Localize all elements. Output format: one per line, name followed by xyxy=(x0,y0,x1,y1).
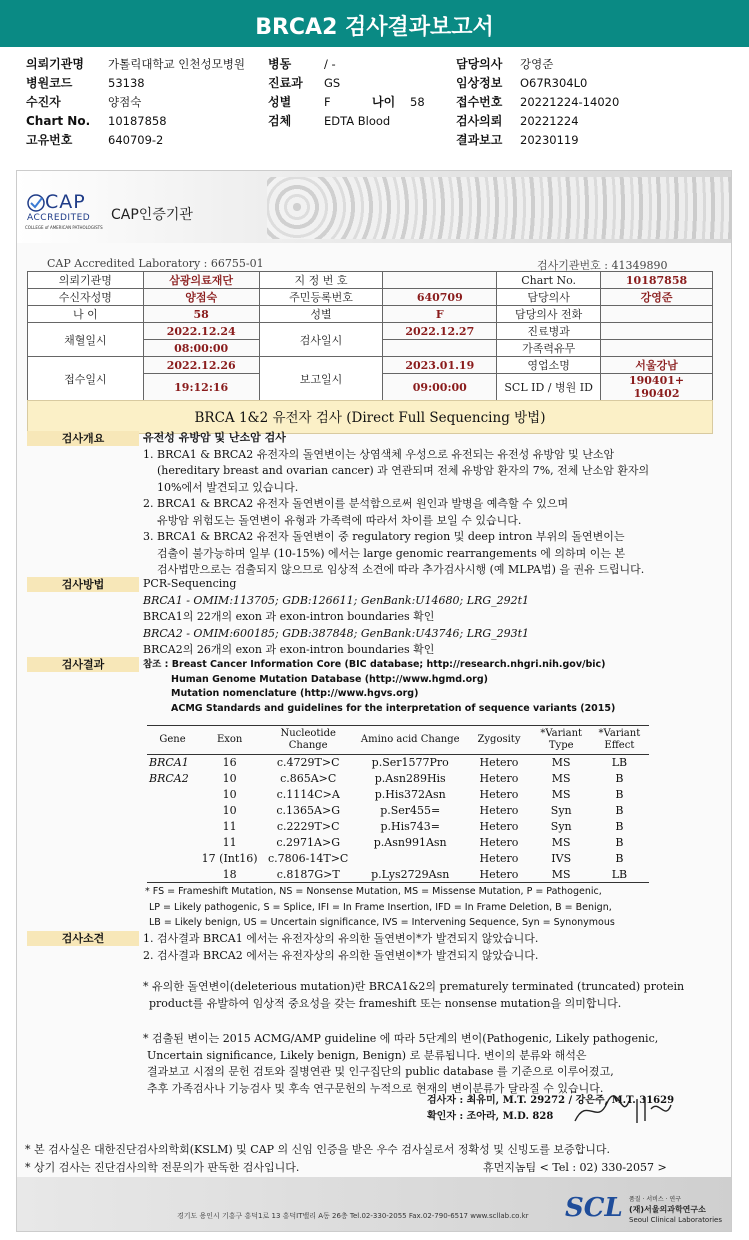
cell-nucleotide: c.1114C>A xyxy=(276,788,340,801)
info-label: 의뢰기관명 xyxy=(28,272,144,289)
table-row xyxy=(147,819,649,835)
header-field xyxy=(26,112,245,131)
summary-line: 검사법만으로는 검출되지 않으므로 임상적 소견에 따라 추가검사시행 (예 MLPA법) 을 권유 드립니다. xyxy=(157,563,645,576)
header-key: 임상정보 xyxy=(456,76,503,90)
header-value: 640709-2 xyxy=(108,133,164,147)
header-key: 성별 xyxy=(268,95,292,109)
cell-variant-effect: LB xyxy=(590,867,649,883)
header-col-1 xyxy=(26,55,245,150)
info-value: 서울강남 xyxy=(601,357,713,374)
cell-variant-effect: B xyxy=(615,788,624,801)
info-row xyxy=(28,306,713,323)
info-label: 채혈일시 xyxy=(28,323,144,357)
header-value: 20221224-14020 xyxy=(520,95,620,109)
header-field xyxy=(268,74,425,93)
info-value: 강영준 xyxy=(601,289,713,306)
cell-zygosity: Hetero xyxy=(479,836,519,849)
note-line: Uncertain significance, Likely benign, Benign) 로 분류됩니다. 변이의 분류와 해석은 xyxy=(147,1048,587,1062)
info-label: 가족력유무 xyxy=(497,340,601,357)
abbreviation-line: LB = Likely benign, US = Uncertain significance, IVS = Intervening Sequence, Syn = Synonymous xyxy=(149,917,615,928)
reference-line: ACMG Standards and guidelines for the interpretation of sequence variants (2015) xyxy=(171,702,616,714)
cell-zygosity: Hetero xyxy=(465,867,532,883)
cap-emblem-icon xyxy=(25,193,47,213)
report-title: BRCA2 검사결과보고서 xyxy=(0,0,749,47)
scl-slogan: 품질 · 서비스 · 연구 xyxy=(629,1196,682,1203)
cell-gene xyxy=(147,787,198,803)
header-key: 의뢰기관명 xyxy=(26,57,84,71)
note-line: product를 유발하여 임상적 중요성을 갖는 frameshift 또는 nonsense mutation을 의미합니다. xyxy=(149,996,622,1010)
abbreviation-line: LP = Likely pathogenic, S = Splice, IFI = In Frame Insertion, IFD = In Frame Deletion, B = Benign, xyxy=(149,901,612,913)
header-value: GS xyxy=(324,76,341,90)
cell-variant-effect: LB xyxy=(611,756,628,770)
header-value: 53138 xyxy=(108,76,145,90)
header-key: 결과보고 xyxy=(456,133,503,147)
abbreviation-legend xyxy=(145,884,615,931)
header-value: 양점숙 xyxy=(108,95,142,109)
info-value xyxy=(601,306,713,323)
column-header: Nucleotide Change xyxy=(261,726,355,755)
summary-line: 10%에서 발견되고 있습니다. xyxy=(157,480,299,494)
header-key: 병동 xyxy=(268,57,292,71)
cell-nucleotide: c.2229T>C xyxy=(276,820,340,833)
section-label-result: 검사결과 xyxy=(27,657,139,672)
cell-variant-type: Syn xyxy=(550,820,572,833)
cell-gene xyxy=(147,835,198,851)
column-header: Amino acid Change xyxy=(355,726,465,755)
cell-variant-type: MS xyxy=(551,836,571,849)
header-field xyxy=(456,112,619,131)
info-label: 영업소명 xyxy=(497,357,601,374)
reference-line: 참조 : Breast Cancer Information Core (BIC database; http://research.nhgri.nih.gov/bic) xyxy=(143,659,606,670)
header-key: 검사의뢰 xyxy=(456,114,503,128)
cell-amino-acid: p.Ser455= xyxy=(380,804,441,817)
info-value: 2023.01.19 xyxy=(383,357,497,374)
info-label: 지 정 번 호 xyxy=(259,272,383,289)
column-header: Exon xyxy=(198,726,261,755)
confirmer-line: 확인자 : 조아라, M.D. 828 xyxy=(427,1111,554,1122)
header-field xyxy=(268,55,425,74)
table-row xyxy=(147,787,649,803)
cap-logo xyxy=(25,191,105,231)
footer-reading: * 상기 검사는 진단검사의학 전문의가 판독한 검사입니다. xyxy=(25,1161,300,1174)
cell-amino-acid: p.Asn289His xyxy=(374,772,446,785)
cell-nucleotide: c.8187G>T xyxy=(261,867,355,883)
cell-exon: 10 xyxy=(222,804,237,817)
signature-scribble xyxy=(567,1091,677,1131)
header-field xyxy=(26,93,245,112)
opinion-note-2 xyxy=(143,1031,658,1097)
cell-zygosity: Hetero xyxy=(479,852,519,865)
info-value: 2022.12.24 xyxy=(143,323,259,340)
reference-line: Mutation nomenclature (http://www.hgvs.org) xyxy=(171,688,419,699)
cell-variant-effect: B xyxy=(615,820,624,833)
cell-zygosity: Hetero xyxy=(479,788,519,801)
cell-variant-type: MS xyxy=(533,867,590,883)
opinion-line: 2. 검사결과 BRCA2 에서는 유전자상의 유의한 돌연변이*가 발견되지 않았습니다. xyxy=(143,948,539,962)
cell-amino-acid xyxy=(355,851,465,867)
header-key: 검체 xyxy=(268,114,292,128)
scl-name-en: Seoul Clinical Laboratories xyxy=(629,1216,722,1224)
cell-nucleotide: c.7806-14T>C xyxy=(268,852,349,865)
cell-amino-acid: p.His372Asn xyxy=(374,788,446,801)
footer-banner xyxy=(17,1177,731,1232)
info-value xyxy=(383,272,497,289)
info-value: 09:00:00 xyxy=(383,374,497,401)
info-value: 삼광의료재단 xyxy=(143,272,259,289)
cell-variant-effect: B xyxy=(615,804,624,817)
patient-info-table xyxy=(27,271,713,401)
variant-header-row xyxy=(147,726,649,755)
abbreviation-line: * FS = Frameshift Mutation, NS = Nonsense Mutation, MS = Missense Mutation, P = Pathogenic, xyxy=(145,886,602,897)
scl-logo: SCL xyxy=(565,1193,623,1223)
header-field xyxy=(456,55,619,74)
info-label: 담당의사 xyxy=(497,289,601,306)
reference-line: Human Genome Mutation Database (http://www.hgmd.org) xyxy=(171,673,488,685)
cell-nucleotide: c.2971A>G xyxy=(276,836,340,849)
cell-zygosity: Hetero xyxy=(479,772,519,785)
cap-banner xyxy=(17,171,731,243)
footer-certification: * 본 검사실은 대한진단검사의학회(KSLM) 및 CAP 의 신임 인증을 받은 우수 검사실로서 정확성 및 신빙도를 보증합니다. xyxy=(25,1143,611,1156)
method-line: BRCA1의 22개의 exon 과 exon-intron boundaries 확인 xyxy=(143,610,435,623)
header-key: 수진자 xyxy=(26,95,61,109)
summary-text xyxy=(143,430,649,579)
table-row xyxy=(147,867,649,883)
info-label: Chart No. xyxy=(497,272,601,289)
scl-name-kr: (재)서울의과학연구소 xyxy=(629,1205,706,1214)
header-key: 진료과 xyxy=(268,76,303,90)
header-field xyxy=(456,93,619,112)
method-line: BRCA1 - OMIM:113705; GDB:126611; GenBank:U14680; LRG_292t1 xyxy=(143,593,530,607)
info-row xyxy=(28,323,713,340)
info-value xyxy=(601,340,713,357)
cell-variant-effect: B xyxy=(615,852,624,865)
info-label: 수신자성명 xyxy=(28,289,144,306)
info-row xyxy=(28,272,713,289)
reference-list xyxy=(143,658,615,716)
header-key: 고유번호 xyxy=(26,133,73,147)
cell-variant-type: MS xyxy=(551,756,571,770)
header-field xyxy=(456,74,619,93)
header-key: 병원코드 xyxy=(26,76,73,90)
info-value xyxy=(383,340,497,357)
cell-exon: 18 xyxy=(198,867,261,883)
cell-variant-type: IVS xyxy=(551,852,572,865)
summary-line: 3. BRCA1 & BRCA2 유전자 돌연변이 중 regulatory region 및 deep intron 부위의 돌연변이는 xyxy=(143,530,625,543)
header-col-2 xyxy=(268,55,425,131)
cap-college: COLLEGE of AMERICAN PATHOLOGISTS xyxy=(25,225,103,230)
header-key: Chart No. xyxy=(26,114,91,128)
info-value: 08:00:00 xyxy=(143,340,259,357)
cell-exon: 11 xyxy=(222,820,237,833)
cell-amino-acid: p.Asn991Asn xyxy=(373,836,447,849)
scanned-report xyxy=(16,170,732,1232)
header-field xyxy=(268,112,425,131)
column-header: *Variant Effect xyxy=(590,726,649,755)
header-field xyxy=(26,74,245,93)
table-row xyxy=(147,803,649,819)
summary-line: 2. BRCA1 & BRCA2 유전자 돌연변이를 분석함으로써 원인과 발병을 예측할 수 있으며 xyxy=(143,497,569,510)
header-key-age: 나이 xyxy=(372,95,396,109)
info-value: 양점숙 xyxy=(143,289,259,306)
cell-zygosity: Hetero xyxy=(479,820,519,833)
cell-variant-type: MS xyxy=(551,788,571,801)
cell-nucleotide: c.865A>C xyxy=(280,772,337,785)
header-value: 가톨릭대학교 인천성모병원 xyxy=(108,57,245,71)
info-value: 58 xyxy=(143,306,259,323)
header-value: 10187858 xyxy=(108,114,167,128)
summary-line: (hereditary breast and ovarian cancer) 과 연관되며 전체 유방암 환자의 7%, 전체 난소암 환자의 xyxy=(157,464,650,477)
info-value: 2022.12.27 xyxy=(383,323,497,340)
info-row xyxy=(28,289,713,306)
cell-exon: 11 xyxy=(222,836,237,849)
info-label: SCL ID / 병원 ID xyxy=(497,374,601,401)
scl-name xyxy=(629,1195,722,1225)
info-label: 검사일시 xyxy=(259,323,383,357)
table-row xyxy=(147,771,649,787)
cell-variant-effect: B xyxy=(615,836,624,849)
info-label: 성별 xyxy=(259,306,383,323)
cell-gene xyxy=(147,803,198,819)
info-value: F xyxy=(383,306,497,323)
column-header: *Variant Type xyxy=(533,726,590,755)
header-value: EDTA Blood xyxy=(324,114,391,128)
note-line: 추후 가족검사나 기능검사 및 후속 연구문헌의 누적으로 현재의 변이분류가 달라질 수 있습니다. xyxy=(147,1081,604,1095)
cap-lab-number: CAP Accredited Laboratory : 66755-01 xyxy=(47,257,264,270)
cap-logo-text: CAP xyxy=(45,191,86,213)
cell-exon: 10 xyxy=(222,788,237,801)
header-value: 20230119 xyxy=(520,133,579,147)
test-title: BRCA 1&2 유전자 검사 (Direct Full Sequencing 방법) xyxy=(27,400,713,434)
info-value xyxy=(601,323,713,340)
info-label: 진료병과 xyxy=(497,323,601,340)
table-row xyxy=(147,851,649,867)
note-line: 결과보고 시점의 문헌 검토와 질병연관 및 인구집단의 public database 를 기준으로 이루어졌고, xyxy=(147,1065,614,1078)
cell-gene xyxy=(147,851,198,867)
header-value: / - xyxy=(324,57,336,71)
footer-address: 경기도 용인시 기흥구 흥덕1로 13 흥덕IT밸리 A동 26층 Tel.02-330-2055 Fax.02-790-6517 www.scllab.co.kr xyxy=(177,1212,529,1220)
header-value: 20221224 xyxy=(520,114,579,128)
info-label: 나 이 xyxy=(28,306,144,323)
info-value: 10187858 xyxy=(601,272,713,289)
cell-amino-acid: p.Ser1577Pro xyxy=(371,756,449,770)
cell-gene xyxy=(147,819,198,835)
info-value: 19:12:16 xyxy=(143,374,259,401)
header-field xyxy=(456,131,619,150)
cell-variant-type: MS xyxy=(551,772,571,785)
cell-exon: 17 (Int16) xyxy=(201,852,258,865)
method-line: BRCA2 - OMIM:600185; GDB:387848; GenBank:U43746; LRG_293t1 xyxy=(143,626,530,640)
header-field xyxy=(26,55,245,74)
info-label: 담당의사 전화 xyxy=(497,306,601,323)
tester-line: 검사자 : 최유미, M.T. 29272 / 강은주, M.T. 31629 xyxy=(427,1095,675,1106)
cell-gene: BRCA2 xyxy=(149,772,189,785)
cell-amino-acid: p.His743= xyxy=(380,820,440,833)
header-value: 강영준 xyxy=(520,57,554,71)
opinion-text xyxy=(143,931,538,964)
variant-table xyxy=(147,725,649,883)
section-label-opinion: 검사소견 xyxy=(27,931,139,946)
method-line: BRCA2의 26개의 exon 과 exon-intron boundaries 확인 xyxy=(143,643,435,656)
header-col-3 xyxy=(456,55,619,150)
decorative-lace xyxy=(267,177,732,239)
section-label-summary: 검사개요 xyxy=(27,431,139,446)
header-key: 담당의사 xyxy=(456,57,503,71)
info-value: 640709 xyxy=(383,289,497,306)
summary-heading: 유전성 유방암 및 난소암 검사 xyxy=(143,431,286,444)
info-value: 2022.12.26 xyxy=(143,357,259,374)
cap-accredited: ACCREDITED xyxy=(27,213,91,223)
header-field xyxy=(268,93,425,112)
info-label: 주민등록번호 xyxy=(259,289,383,306)
column-header: Gene xyxy=(147,726,198,755)
info-label: 접수일시 xyxy=(28,357,144,401)
note-line: * 검출된 변이는 2015 ACMG/AMP guideline 에 따라 5단계의 변이(Pathogenic, Likely pathogenic, xyxy=(143,1032,659,1045)
info-row xyxy=(28,357,713,374)
opinion-line: 1. 검사결과 BRCA1 에서는 유전자상의 유의한 돌연변이*가 발견되지 않았습니다. xyxy=(143,932,539,945)
summary-line: 검출이 불가능하며 일부 (10-15%) 에서는 large genomic rearrangements 에 의하며 이는 본 xyxy=(157,546,626,560)
header-value: O67R304L0 xyxy=(520,76,588,90)
column-header: Zygosity xyxy=(465,726,532,755)
cell-nucleotide: c.4729T>C xyxy=(276,756,340,770)
cell-amino-acid: p.Lys2729Asn xyxy=(355,867,465,883)
table-row xyxy=(147,755,649,771)
header-field xyxy=(26,131,245,150)
cell-gene: BRCA1 xyxy=(149,756,189,770)
summary-line: 1. BRCA1 & BRCA2 유전자의 돌연변이는 상염색체 우성으로 유전되는 유전성 유방암 및 난소암 xyxy=(143,447,615,461)
cell-exon: 10 xyxy=(222,772,237,785)
header-value-age: 58 xyxy=(410,95,425,109)
table-row xyxy=(147,835,649,851)
org-number: 검사기관번호 : 41349890 xyxy=(537,259,668,272)
cell-exon: 16 xyxy=(222,756,237,770)
cell-nucleotide: c.1365A>G xyxy=(276,804,340,817)
cell-gene xyxy=(147,867,198,883)
section-label-method: 검사방법 xyxy=(27,577,139,592)
opinion-note-1 xyxy=(143,979,684,1012)
note-line: * 유의한 돌연변이(deleterious mutation)란 BRCA1&2의 prematurely terminated (truncated) protein xyxy=(143,980,685,993)
footer-contact: 휴먼지놈팀 < Tel : 02) 330-2057 > xyxy=(483,1161,667,1174)
method-line: PCR-Sequencing xyxy=(143,577,237,590)
method-text xyxy=(143,576,529,659)
header-key: 접수번호 xyxy=(456,95,503,109)
cell-variant-type: Syn xyxy=(550,804,572,817)
header-value: F xyxy=(324,95,331,109)
info-value: 190401+ 190402 xyxy=(601,374,713,401)
summary-line: 유방암 위험도는 돌연변이 유형과 가족력에 따라서 차이를 보일 수 있습니다. xyxy=(157,513,522,527)
info-label: 보고일시 xyxy=(259,357,383,401)
cell-zygosity: Hetero xyxy=(479,804,519,817)
cell-variant-effect: B xyxy=(615,772,624,785)
cap-title: CAP인증기관 xyxy=(111,207,193,223)
cell-zygosity: Hetero xyxy=(479,756,519,770)
